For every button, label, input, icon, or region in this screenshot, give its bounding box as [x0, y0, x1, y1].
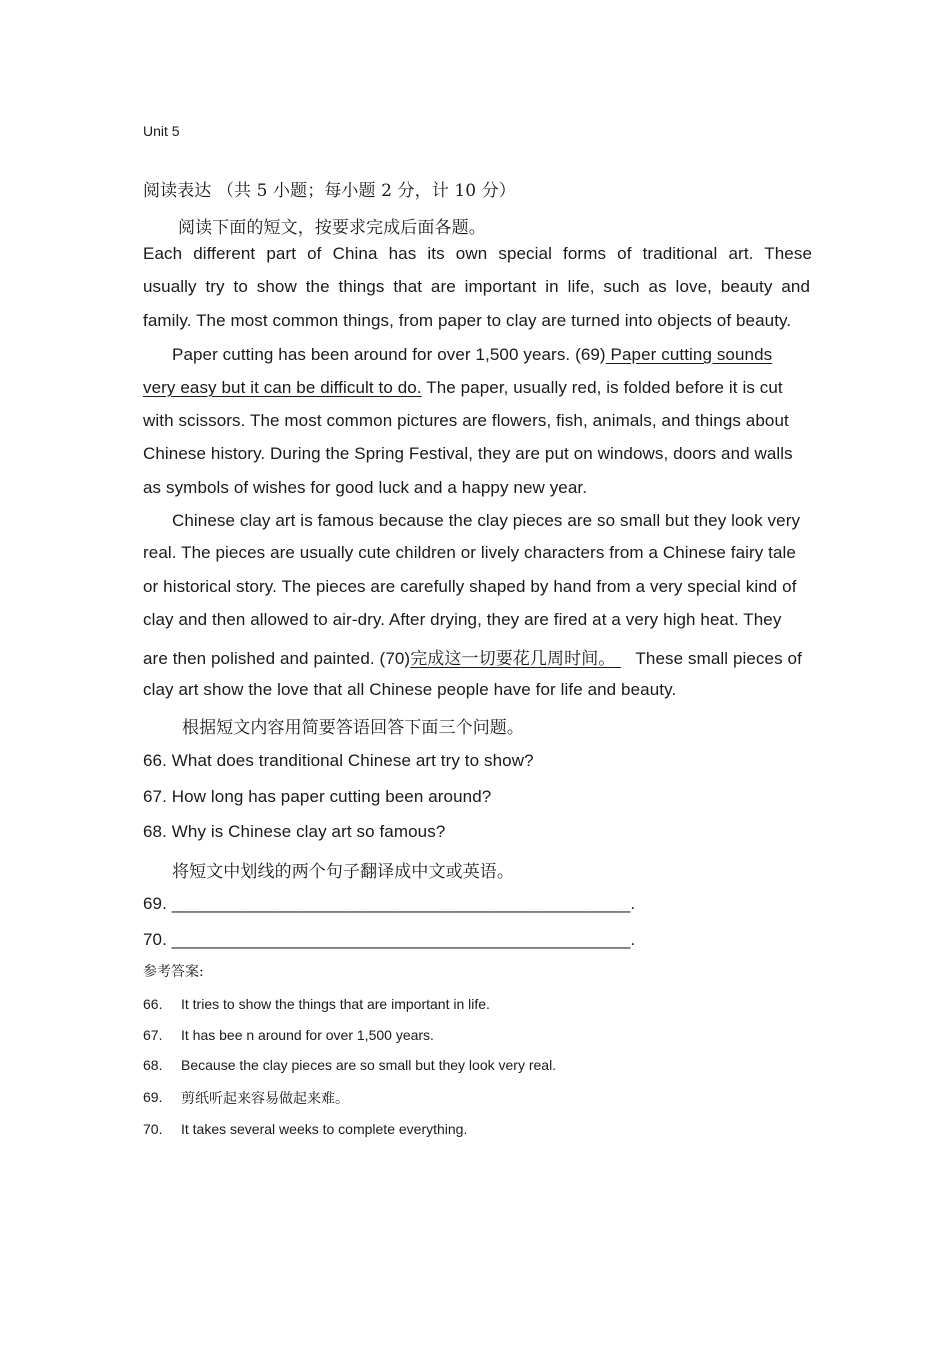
passage-p2-line5: as symbols of wishes for good luck and a happy new year. — [143, 478, 588, 497]
answer-68-text: Because the clay pieces are so small but they look very real. — [181, 1057, 557, 1073]
answer-69-text: 剪纸听起来容易做起来难。 — [181, 1091, 349, 1107]
translation-instruction: 将短文中划线的两个句子翻译成中文或英语。 — [172, 862, 514, 882]
passage-p3-line5 — [143, 644, 802, 669]
underlined-sentence-69-part1: Paper cutting sounds — [605, 345, 773, 364]
question-68: 68. Why is Chinese clay art so famous? — [143, 822, 446, 841]
passage-p1-line3: family. The most common things, from paper to clay are turned into objects of beauty. — [143, 311, 792, 330]
answer-68-number: 68. — [143, 1057, 163, 1073]
answer-67-text: It has bee n around for over 1,500 years. — [181, 1027, 434, 1043]
answer-66-text: It tries to show the things that are important in life. — [181, 996, 490, 1012]
passage-p3-line2: real. The pieces are usually cute children or lively characters from a Chinese fairy tale — [143, 543, 796, 562]
question-70-blank: 70. ________________________________________________. — [143, 930, 636, 949]
question-69-blank: 69. ________________________________________________. — [143, 894, 636, 913]
passage-p2-line4: Chinese history. During the Spring Festival, they are put on windows, doors and walls — [143, 444, 793, 463]
passage-p3-line5-text: are then polished and painted. (70) — [143, 649, 411, 668]
answers-label: 参考答案: — [143, 964, 204, 980]
question-66: 66. What does tranditional Chinese art try to show? — [143, 751, 534, 770]
question-67: 67. How long has paper cutting been around? — [143, 787, 492, 806]
passage-p2-line2 — [143, 378, 783, 398]
answer-70-text: It takes several weeks to complete everything. — [181, 1121, 468, 1137]
underlined-sentence-70: 完成这一切要花几周时间。 — [410, 649, 621, 669]
section-instruction: 阅读下面的短文，按要求完成后面各题。 — [178, 218, 486, 238]
answer-70-number: 70. — [143, 1121, 163, 1137]
answer-69-number: 69. — [143, 1089, 163, 1105]
passage-p3-line1: Chinese clay art is famous because the clay pieces are so small but they look very — [172, 511, 801, 530]
passage-p2-line1-text: Paper cutting has been around for over 1,500 years. (69) — [172, 345, 606, 364]
passage-p3-line4: clay and then allowed to air-dry. After drying, they are fired at a very high heat. They — [143, 610, 782, 629]
passage-p2-line3: with scissors. The most common pictures are flowers, fish, animals, and things about — [143, 411, 789, 430]
answer-66-number: 66. — [143, 996, 163, 1012]
passage-p2-line2-text: The paper, usually red, is folded before it is cut — [421, 378, 783, 397]
section-title: 阅读表达 （共 5 小题；每小题 2 分，计 10 分） — [143, 181, 516, 201]
passage-p1-line1: Each different part of China has its own special forms of traditional art. These — [143, 244, 812, 263]
underlined-sentence-69-part2: very easy but it can be difficult to do. — [143, 378, 422, 397]
questions-instruction: 根据短文内容用简要答语回答下面三个问题。 — [182, 718, 524, 738]
passage-p3-line6: clay art show the love that all Chinese people have for life and beauty. — [143, 680, 677, 699]
passage-p1-line2: usually try to show the things that are important in life, such as love, beauty and — [143, 277, 810, 296]
passage-p3-line3: or historical story. The pieces are carefully shaped by hand from a very special kind of — [143, 577, 797, 596]
passage-p2-line1 — [172, 345, 772, 365]
unit-heading: Unit 5 — [143, 123, 180, 139]
passage-p3-line5-tail: These small pieces of — [635, 649, 802, 668]
answer-67-number: 67. — [143, 1027, 163, 1043]
